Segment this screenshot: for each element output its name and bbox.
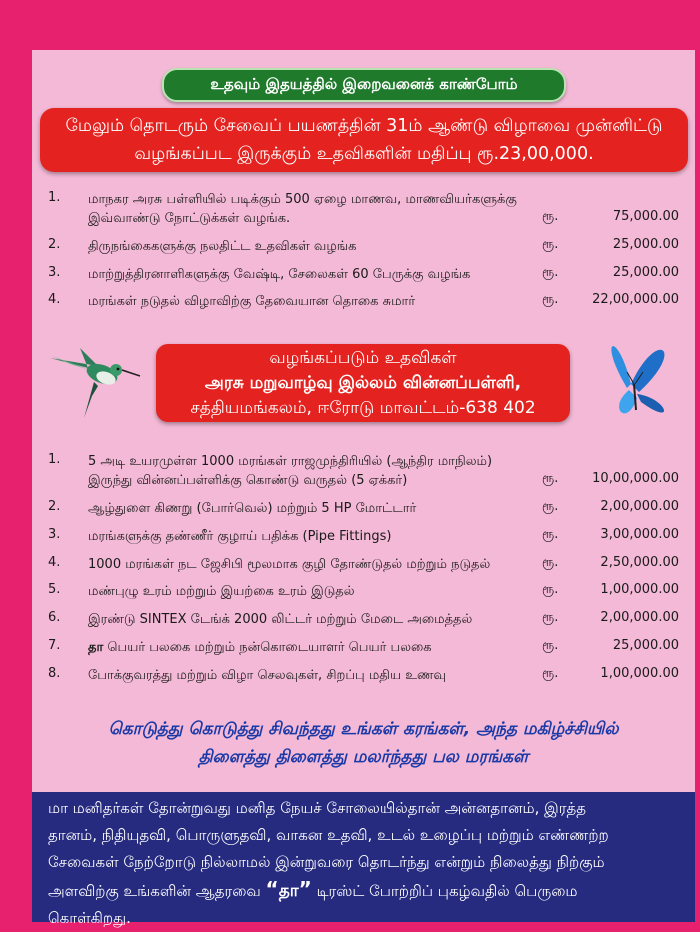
- item-amount: 3,00,000.00: [600, 527, 679, 542]
- section2-address: சத்தியமங்கலம், ஈரோடு மாவட்டம்-638 402: [190, 398, 536, 418]
- headline-line-2: வழங்கப்பட இருக்கும் உதவிகளின் மதிப்பு ரூ.23,00,000.: [134, 144, 594, 164]
- item-number: 7.: [48, 638, 61, 653]
- item-currency: ரூ.: [542, 638, 559, 653]
- item-description: [88, 638, 518, 657]
- item-amount: 1,00,000.00: [600, 582, 679, 597]
- item-desc-line-1: 5 அடி உயரமுள்ள 1000 மரங்கள் ராஜமுந்திரியில் (ஆந்திர மாநிலம்): [88, 454, 493, 469]
- item-amount: 75,000.00: [612, 209, 679, 224]
- section2-title: வழங்கப்படும் உதவிகள்: [269, 348, 457, 368]
- item-number: 4.: [48, 555, 61, 570]
- footer-line-2: தானம், நிதியுதவி, பொருளுதவி, வாகன உதவி, உடல் உழைப்பு மற்றும் எண்ணற்ற: [48, 826, 609, 844]
- footer-message: [32, 792, 695, 927]
- item-description: இரண்டு SINTEX டேங்க் 2000 லிட்டர் மற்றும் மேடை அமைத்தல்: [88, 612, 473, 627]
- recipient-banner: [156, 344, 570, 422]
- item-amount: 25,000.00: [612, 237, 679, 252]
- slogan-line-1: கொடுத்து கொடுத்து சிவந்தது உங்கள் கரங்கள், அந்த மகிழ்ச்சியில்: [108, 719, 619, 739]
- item-amount: 1,00,000.00: [600, 666, 679, 681]
- item-amount: 2,50,000.00: [600, 555, 679, 570]
- item-currency: ரூ.: [542, 527, 559, 542]
- tagline-text: உதவும் இதயத்தில் இறைவனைக் காண்போம்: [210, 75, 518, 93]
- item-currency: ரூ.: [542, 610, 559, 625]
- item-description: [88, 452, 518, 490]
- item-amount: 2,00,000.00: [600, 610, 679, 625]
- footer-line-5: கொள்கிறது.: [48, 909, 131, 927]
- item-currency: ரூ.: [542, 292, 559, 307]
- item-description: ஆழ்துளை கிணறு (போர்வெல்) மற்றும் 5 HP மோட்டார்: [88, 501, 417, 516]
- item-number: 2.: [48, 499, 61, 514]
- item-description: போக்குவரத்து மற்றும் விழா செலவுகள், சிறப்பு மதிய உணவு: [88, 668, 447, 683]
- item-currency: ரூ.: [542, 265, 559, 280]
- item-amount: 25,000.00: [612, 265, 679, 280]
- footer-line-1: மா மனிதர்கள் தோன்றுவது மனித நேயச் சோலையில்தான் அன்னதானம், இரத்த: [48, 799, 587, 817]
- item-number: 5.: [48, 582, 61, 597]
- item-number: 1.: [48, 190, 61, 205]
- quote-open: “: [265, 877, 279, 901]
- item-number: 1.: [48, 452, 61, 467]
- slogan-line-2: திளைத்து திளைத்து மலர்ந்தது பல மரங்கள்: [198, 747, 529, 767]
- item-number: 3.: [48, 527, 61, 542]
- item-currency: ரூ.: [542, 555, 559, 570]
- hummingbird-icon: [40, 328, 150, 428]
- footer-line-3: சேவைகள் நேற்றோடு நில்லாமல் இன்றுவரை தொடர்ந்து என்றும் நிலைத்து நிற்கும்: [48, 853, 605, 871]
- footer-line-4: [48, 876, 681, 905]
- headline-line-1: மேலும் தொடரும் சேவைப் பயணத்தின் 31ம் ஆண்டு விழாவை முன்னிட்டு: [65, 116, 663, 136]
- trust-brand: தா: [278, 881, 299, 901]
- item-description: மண்புழு உரம் மற்றும் இயற்கை உரம் இடுதல்: [88, 584, 355, 599]
- item-number: 3.: [48, 265, 61, 280]
- item-currency: ரூ.: [542, 666, 559, 681]
- item-desc-line-2: இவ்வாண்டு நோட்டுக்கள் வழங்க.: [88, 211, 291, 226]
- item-desc-line-1: மாநகர அரசு பள்ளியில் படிக்கும் 500 ஏழை மாணவ, மாணவியர்களுக்கு: [88, 192, 517, 207]
- poster-sheet: [32, 50, 695, 927]
- section2-recipient: அரசு மறுவாழ்வு இல்லம் வின்னப்பள்ளி,: [204, 373, 522, 393]
- item-amount: 22,00,000.00: [592, 292, 679, 307]
- item-desc-text: பெயர் பலகை மற்றும் நன்கொடையாளர் பெயர் பலகை: [103, 640, 432, 655]
- footer-line-4-post: டிரஸ்ட் போற்றிப் புகழ்வதில் பெருமை: [311, 882, 578, 900]
- headline-banner: [40, 108, 688, 172]
- item-amount: 2,00,000.00: [600, 499, 679, 514]
- item-description: [88, 190, 518, 228]
- quote-close: ”: [298, 877, 312, 901]
- item-description: திருநங்கைகளுக்கு நலதிட்ட உதவிகள் வழங்க: [88, 239, 357, 254]
- item-description: 1000 மரங்கள் நட ஜேசிபி மூலமாக குழி தோண்டுதல் மற்றும் நடுதல்: [88, 557, 491, 572]
- tagline-banner: [162, 68, 566, 102]
- item-number: 4.: [48, 292, 61, 307]
- trust-brand: தா: [88, 640, 104, 655]
- item-currency: ரூ.: [542, 499, 559, 514]
- item-currency: ரூ.: [542, 582, 559, 597]
- item-description: மரங்கள் நடுதல் விழாவிற்கு தேவையான தொகை சுமார்: [88, 294, 416, 309]
- item-amount: 25,000.00: [612, 638, 679, 653]
- item-amount: 10,00,000.00: [592, 471, 679, 486]
- butterfly-icon: [587, 328, 687, 438]
- item-currency: ரூ.: [542, 471, 559, 486]
- item-currency: ரூ.: [542, 237, 559, 252]
- item-number: 6.: [48, 610, 61, 625]
- item-number: 8.: [48, 666, 61, 681]
- item-number: 2.: [48, 237, 61, 252]
- item-description: மரங்களுக்கு தண்ணீர் குழாய் பதிக்க (Pipe Fittings): [88, 529, 392, 544]
- slogan: [32, 715, 695, 771]
- footer-line-4-pre: அளவிற்கு உங்களின் ஆதரவை: [48, 882, 266, 900]
- item-desc-line-2: இருந்து வின்னப்பள்ளிக்கு கொண்டு வருதல் (5 ஏக்கர்): [88, 473, 408, 488]
- item-currency: ரூ.: [542, 209, 559, 224]
- item-description: மாற்றுத்திரனாளிகளுக்கு வேஷ்டி, சேலைகள் 60 பேருக்கு வழங்க: [88, 267, 471, 282]
